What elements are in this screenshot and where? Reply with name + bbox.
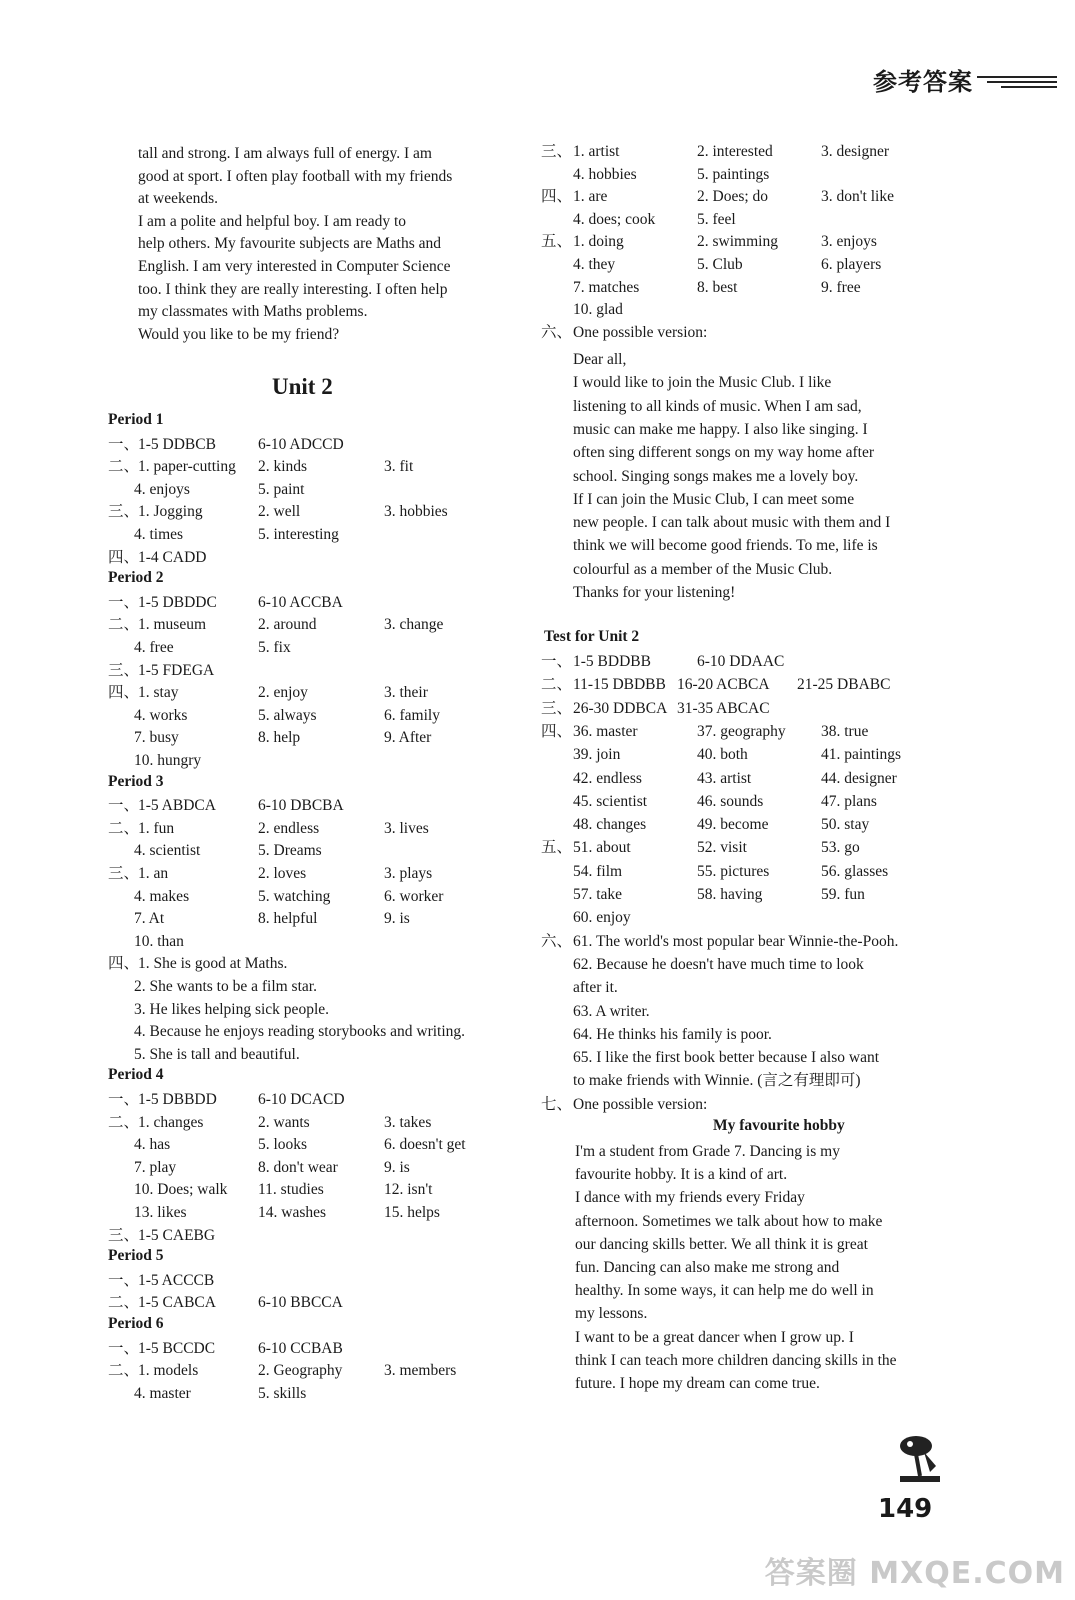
- test-title: Test for Unit 2: [544, 628, 640, 645]
- intro-line: tall and strong. I am always full of energy. I am: [138, 145, 432, 162]
- period-heading: Period 2: [108, 569, 164, 587]
- answer-cell: 10. than: [134, 932, 184, 950]
- answer-cell: 1-5 CAEBG: [138, 1226, 216, 1244]
- answer-cell: 1-4 CADD: [138, 548, 207, 566]
- intro-line: at weekends.: [138, 190, 219, 208]
- answer-cell: 3. He likes helping sick people.: [134, 1000, 329, 1018]
- answer-cell: 3. enjoys: [821, 233, 877, 251]
- answer-cell: 4. master: [134, 1384, 191, 1402]
- letter-line: colourful as a member of the Music Club.: [573, 560, 833, 578]
- question-label: 一、: [108, 797, 140, 815]
- answer-row: [108, 1134, 548, 1156]
- answer-cell: 60. enjoy: [573, 909, 631, 927]
- answer-row: [108, 592, 548, 614]
- answer-cell: 10. Does; walk: [134, 1181, 228, 1199]
- answer-cell: 21-25 DBABC: [797, 676, 891, 694]
- answer-cell: 59. fun: [821, 886, 865, 903]
- question-label: 三、: [541, 699, 573, 717]
- question-label: 四、: [108, 684, 140, 702]
- answer-cell: 1. an: [138, 865, 169, 882]
- answer-cell: 4. has: [134, 1136, 171, 1154]
- essay-line: fun. Dancing can also make me strong and: [575, 1259, 840, 1276]
- answer-cell: 1. stay: [138, 684, 179, 702]
- essay-line: I'm a student from Grade 7. Dancing is my: [575, 1143, 840, 1160]
- answer-cell: 49. become: [697, 816, 769, 834]
- question-label: 二、: [108, 1294, 140, 1312]
- answer-cell: 6. worker: [384, 887, 444, 905]
- answer-row: [541, 322, 991, 344]
- answer-cell: 2. She wants to be a film star.: [134, 978, 317, 995]
- letter-line: school. Singing songs makes me a lovely boy.: [573, 467, 859, 485]
- answer-cell: 3. designer: [821, 143, 890, 160]
- answer-row: [541, 1001, 991, 1023]
- question-label: 二、: [541, 676, 573, 694]
- answer-cell: 13. likes: [134, 1204, 187, 1221]
- question-label: 二、: [108, 616, 140, 634]
- letter-line: new people. I can talk about music with them and I: [573, 514, 891, 532]
- answer-cell: 5. Club: [697, 256, 743, 273]
- answer-cell: 3. don't like: [821, 188, 894, 206]
- answer-cell: 5. skills: [258, 1384, 307, 1402]
- answer-cell: 58. having: [697, 886, 763, 903]
- answer-cell: 9. is: [384, 1158, 410, 1176]
- intro-line: too. I think they are really interesting. I often help: [138, 280, 448, 298]
- answer-cell: 11-15 DBDBB: [573, 676, 666, 694]
- answer-cell: 6. players: [821, 256, 882, 273]
- answer-row: [108, 1292, 548, 1314]
- letter-line: think we will become good friends. To me, life is: [573, 537, 878, 555]
- answer-cell: 1-5 BDDBB: [573, 653, 651, 670]
- answer-cell: 5. She is tall and beautiful.: [134, 1045, 300, 1063]
- answer-cell: 5. interesting: [258, 526, 339, 543]
- question-label: 三、: [108, 503, 140, 521]
- answer-row: [108, 999, 548, 1021]
- answer-cell: 26-30 DDBCA: [573, 699, 668, 717]
- answer-cell: 4. hobbies: [573, 165, 637, 183]
- answer-cell: 8. help: [258, 729, 301, 747]
- answer-cell: 9. After: [384, 729, 432, 747]
- answer-row: [108, 660, 548, 682]
- answer-cell: 8. helpful: [258, 910, 318, 928]
- question-label: 四、: [541, 188, 573, 206]
- answer-cell: 1. models: [138, 1362, 199, 1380]
- question-label: 四、: [108, 548, 140, 566]
- answer-cell: 3. fit: [384, 458, 414, 476]
- answer-cell: 4. makes: [134, 887, 190, 905]
- answer-cell: 11. studies: [258, 1181, 324, 1199]
- answer-cell: 3. change: [384, 616, 444, 634]
- answer-cell: 31-35 ABCAC: [677, 699, 770, 717]
- question-label: 三、: [108, 661, 140, 679]
- answer-row: [108, 614, 548, 636]
- answer-cell: 10. glad: [573, 301, 623, 319]
- answer-cell: 1-5 FDEGA: [138, 661, 215, 679]
- answer-cell: 5. fix: [258, 639, 291, 656]
- answer-row: [541, 1047, 991, 1069]
- answer-row: [108, 479, 548, 501]
- letter-line: listening to all kinds of music. When I am sad,: [573, 397, 862, 415]
- answer-row: [108, 818, 548, 840]
- answer-row: [108, 1021, 548, 1043]
- answer-cell: 1-5 DBBDD: [138, 1091, 217, 1108]
- question-label: 六、: [541, 932, 573, 950]
- page-number: 149: [878, 1494, 933, 1524]
- answer-row: [108, 547, 548, 569]
- answer-cell: 6-10 CCBAB: [258, 1339, 343, 1357]
- answer-cell: 10. hungry: [134, 752, 202, 769]
- answer-cell: 47. plans: [821, 792, 877, 810]
- answer-row: [108, 456, 548, 478]
- period-heading: Period 1: [108, 411, 164, 428]
- answer-cell: 38. true: [821, 722, 869, 740]
- answer-cell: 2. endless: [258, 819, 320, 837]
- answer-cell: 6-10 DCACD: [258, 1091, 345, 1108]
- essay-title: My favourite hobby: [713, 1117, 845, 1134]
- answer-row: [541, 277, 991, 299]
- answer-row: [108, 1157, 548, 1179]
- answer-row: [541, 164, 991, 186]
- question-label: 一、: [541, 653, 573, 670]
- answer-row: [108, 750, 548, 772]
- watermark: 答案圈 MXQE.COM: [764, 1556, 1065, 1591]
- answer-cell: 52. visit: [697, 839, 747, 857]
- answer-cell: 7. matches: [573, 278, 640, 296]
- answer-cell: 53. go: [821, 839, 860, 857]
- answer-cell: 5. looks: [258, 1136, 308, 1154]
- header-decoration: [977, 70, 1057, 90]
- answer-cell: to make friends with Winnie. (言之有理即可): [573, 1072, 861, 1090]
- answer-cell: 3. lives: [384, 819, 429, 837]
- answer-cell: 62. Because he doesn't have much time to look: [573, 955, 864, 973]
- answer-cell: 16-20 ACBCA: [677, 676, 770, 694]
- answer-row: [541, 931, 991, 953]
- question-label: 二、: [108, 819, 140, 837]
- answer-cell: 1. are: [573, 188, 608, 206]
- question-label: 一、: [108, 435, 140, 453]
- answer-row: [108, 1270, 548, 1292]
- answer-cell: 40. both: [697, 746, 748, 764]
- answer-row: [541, 209, 991, 231]
- question-label: 一、: [108, 593, 140, 611]
- answer-cell: 1-5 CABCA: [138, 1294, 216, 1312]
- answer-row: [108, 1360, 548, 1382]
- answer-row: [108, 1089, 548, 1111]
- answer-cell: 3. takes: [384, 1113, 432, 1131]
- answer-cell: 1. changes: [138, 1113, 204, 1131]
- question-label: 二、: [108, 458, 140, 476]
- answer-cell: 4. does; cook: [573, 210, 656, 228]
- question-label: 三、: [108, 865, 140, 882]
- answer-cell: 4. Because he enjoys reading storybooks and writing.: [134, 1023, 466, 1041]
- answer-cell: 2. Does; do: [697, 188, 769, 206]
- intro-line: my classmates with Maths problems.: [138, 303, 368, 321]
- question-label: 五、: [541, 839, 573, 857]
- question-label: 一、: [108, 1271, 140, 1289]
- question-label: 五、: [541, 233, 573, 251]
- question-label: 二、: [108, 1362, 140, 1380]
- answer-cell: 37. geography: [697, 722, 786, 740]
- essay-line: healthy. In some ways, it can help me do well in: [575, 1282, 874, 1300]
- answer-cell: One possible version:: [573, 323, 708, 341]
- answer-cell: 6. doesn't get: [384, 1136, 466, 1154]
- answer-cell: 3. members: [384, 1362, 457, 1380]
- answer-cell: 6-10 ACCBA: [258, 593, 343, 611]
- answer-row: [541, 791, 991, 813]
- answer-row: [541, 1094, 991, 1116]
- answer-cell: 6-10 ADCCD: [258, 435, 344, 453]
- page-header: [873, 62, 1057, 97]
- answer-row: [541, 698, 991, 720]
- answer-cell: 63. A writer.: [573, 1002, 650, 1020]
- answer-row: [541, 299, 991, 321]
- letter-line: music can make me happy. I also like singing. I: [573, 420, 868, 438]
- answer-cell: 2. kinds: [258, 458, 308, 476]
- answer-cell: 5. paintings: [697, 165, 770, 183]
- question-label: 三、: [108, 1226, 140, 1244]
- answer-row: [541, 907, 991, 929]
- answer-row: [108, 1202, 548, 1224]
- answer-row: [108, 727, 548, 749]
- answer-row: [108, 524, 548, 546]
- answer-row: [108, 931, 548, 953]
- intro-line: Would you like to be my friend?: [138, 325, 340, 343]
- answer-cell: 2. loves: [258, 865, 307, 882]
- answer-cell: 64. He thinks his family is poor.: [573, 1025, 772, 1043]
- answer-cell: 44. designer: [821, 769, 897, 787]
- answer-cell: 5. paint: [258, 480, 305, 498]
- answer-cell: One possible version:: [573, 1095, 708, 1113]
- answer-row: [108, 705, 548, 727]
- answer-cell: 4. they: [573, 256, 616, 273]
- answer-row: [108, 1112, 548, 1134]
- question-label: 一、: [108, 1339, 140, 1357]
- period-heading: Period 3: [108, 772, 164, 790]
- answer-cell: 2. Geography: [258, 1362, 343, 1380]
- answer-row: [541, 141, 991, 163]
- answer-row: [541, 837, 991, 859]
- answer-cell: 4. free: [134, 639, 174, 656]
- answer-cell: 1-5 ACCCB: [138, 1271, 215, 1289]
- answer-cell: 9. is: [384, 910, 410, 928]
- answer-cell: 1. Jogging: [138, 503, 203, 521]
- answer-cell: 50. stay: [821, 816, 870, 834]
- answer-cell: 42. endless: [573, 769, 642, 787]
- answer-row: [541, 954, 991, 976]
- answer-cell: 1. doing: [573, 233, 624, 251]
- answer-cell: 1. She is good at Maths.: [138, 955, 288, 973]
- answer-cell: 3. hobbies: [384, 503, 448, 521]
- answer-cell: 46. sounds: [697, 792, 764, 810]
- period-heading: Period 4: [108, 1066, 164, 1084]
- answer-row: [108, 795, 548, 817]
- answer-cell: 6. family: [384, 706, 440, 724]
- answer-cell: 7. At: [134, 910, 165, 928]
- header-title: 参考答案: [873, 68, 973, 96]
- intro-line: English. I am very interested in Computer Science: [138, 258, 451, 275]
- answer-row: [108, 1383, 548, 1405]
- answer-row: [108, 1338, 548, 1360]
- answer-cell: 1. artist: [573, 143, 620, 160]
- answer-cell: 43. artist: [697, 769, 752, 787]
- answer-cell: 1-5 DDBCB: [138, 435, 216, 453]
- essay-line: future. I hope my dream can come true.: [575, 1375, 820, 1392]
- answer-cell: 39. join: [573, 746, 621, 764]
- answer-cell: 7. busy: [134, 729, 179, 747]
- essay-line: I want to be a great dancer when I grow up. I: [575, 1328, 854, 1346]
- answer-cell: 51. about: [573, 839, 631, 857]
- answer-cell: 2. well: [258, 503, 301, 521]
- unit-title: Unit 2: [272, 374, 333, 399]
- answer-cell: 1. fun: [138, 819, 175, 837]
- letter-line: often sing different songs on my way home after: [573, 444, 875, 462]
- letter-line: If I can join the Music Club, I can meet some: [573, 490, 855, 508]
- letter-line: Thanks for your listening!: [573, 584, 736, 601]
- answer-row: [108, 863, 548, 885]
- answer-row: [108, 953, 548, 975]
- answer-row: [541, 186, 991, 208]
- answer-cell: 48. changes: [573, 816, 647, 834]
- answer-cell: 6-10 BBCCA: [258, 1294, 343, 1312]
- answer-row: [541, 1024, 991, 1046]
- answer-row: [541, 768, 991, 790]
- answer-cell: 1-5 BCCDC: [138, 1339, 216, 1357]
- answer-cell: 15. helps: [384, 1204, 440, 1221]
- answer-cell: 3. plays: [384, 865, 433, 882]
- answer-cell: 14. washes: [258, 1204, 327, 1221]
- answer-row: [541, 674, 991, 696]
- answer-row: [541, 884, 991, 906]
- answer-row: [541, 651, 991, 673]
- answer-cell: 5. watching: [258, 887, 331, 905]
- answer-row: [541, 861, 991, 883]
- question-label: 四、: [108, 955, 140, 973]
- intro-line: I am a polite and helpful boy. I am ready to: [138, 212, 407, 230]
- letter-line: I would like to join the Music Club. I like: [573, 374, 832, 392]
- answer-cell: 2. swimming: [697, 233, 778, 251]
- answer-cell: 45. scientist: [573, 792, 648, 810]
- answer-row: [108, 637, 548, 659]
- answer-cell: 61. The world's most popular bear Winnie-the-Pooh.: [573, 932, 899, 950]
- answer-row: [541, 254, 991, 276]
- answer-cell: 2. interested: [697, 143, 773, 160]
- question-label: 二、: [108, 1113, 140, 1131]
- period-heading: Period 6: [108, 1315, 164, 1332]
- essay-line: our dancing skills better. We all think it is great: [575, 1235, 868, 1253]
- answer-row: [541, 744, 991, 766]
- answer-cell: 54. film: [573, 862, 623, 880]
- answer-cell: 55. pictures: [697, 862, 770, 880]
- answer-row: [108, 840, 548, 862]
- answer-cell: 1. museum: [138, 616, 207, 634]
- answer-cell: 41. paintings: [821, 746, 902, 764]
- intro-line: help others. My favourite subjects are Maths and: [138, 235, 442, 253]
- essay-line: think I can teach more children dancing skills in the: [575, 1351, 897, 1369]
- answer-cell: 4. scientist: [134, 842, 201, 860]
- owl-lamp-icon: [896, 1428, 944, 1488]
- answer-cell: 4. works: [134, 706, 188, 724]
- answer-row: [541, 1070, 991, 1092]
- answer-row: [108, 976, 548, 998]
- answer-row: [108, 501, 548, 523]
- answer-row: [108, 434, 548, 456]
- answer-cell: 4. enjoys: [134, 480, 190, 498]
- answer-cell: 5. Dreams: [258, 842, 322, 860]
- period-heading: Period 5: [108, 1247, 164, 1265]
- question-label: 六、: [541, 323, 573, 341]
- answer-cell: 8. don't wear: [258, 1158, 338, 1176]
- letter-line: Dear all,: [573, 351, 627, 368]
- answer-cell: 36. master: [573, 722, 638, 740]
- answer-cell: 9. free: [821, 278, 861, 296]
- answer-cell: 1-5 DBDDC: [138, 593, 217, 611]
- answer-row: [541, 231, 991, 253]
- essay-line: afternoon. Sometimes we talk about how to make: [575, 1212, 883, 1230]
- essay-line: I dance with my friends every Friday: [575, 1189, 805, 1207]
- answer-row: [108, 1044, 548, 1066]
- essay-line: my lessons.: [575, 1305, 648, 1323]
- answer-cell: 3. their: [384, 684, 428, 702]
- answer-row: [541, 977, 991, 999]
- answer-cell: 4. times: [134, 526, 184, 543]
- intro-line: good at sport. I often play football with my friends: [138, 167, 453, 185]
- question-label: 四、: [541, 722, 573, 740]
- answer-cell: 2. around: [258, 616, 317, 634]
- answer-cell: 5. always: [258, 706, 317, 724]
- answer-row: [108, 1179, 548, 1201]
- answer-cell: 5. feel: [697, 210, 736, 228]
- answer-row: [108, 886, 548, 908]
- answer-row: [108, 1225, 548, 1247]
- answer-cell: 1-5 ABDCA: [138, 797, 216, 815]
- answer-row: [541, 814, 991, 836]
- question-label: 七、: [541, 1095, 573, 1113]
- answer-cell: 7. play: [134, 1158, 177, 1176]
- answer-cell: 6-10 DBCBA: [258, 797, 344, 815]
- answer-cell: 12. isn't: [384, 1181, 433, 1199]
- answer-row: [108, 908, 548, 930]
- answer-cell: 2. wants: [258, 1113, 310, 1131]
- question-label: 三、: [541, 143, 573, 160]
- answer-cell: 1. paper-cutting: [138, 458, 236, 476]
- essay-line: favourite hobby. It is a kind of art.: [575, 1166, 788, 1184]
- answer-cell: 56. glasses: [821, 862, 889, 880]
- answer-cell: 2. enjoy: [258, 684, 308, 702]
- answer-cell: 57. take: [573, 886, 623, 903]
- question-label: 一、: [108, 1091, 140, 1108]
- answer-row: [108, 682, 548, 704]
- answer-cell: after it.: [573, 979, 618, 997]
- answer-cell: 8. best: [697, 278, 738, 296]
- answer-cell: 6-10 DDAAC: [697, 653, 785, 670]
- answer-row: [541, 721, 991, 743]
- answer-cell: 65. I like the first book better because I also want: [573, 1049, 880, 1067]
